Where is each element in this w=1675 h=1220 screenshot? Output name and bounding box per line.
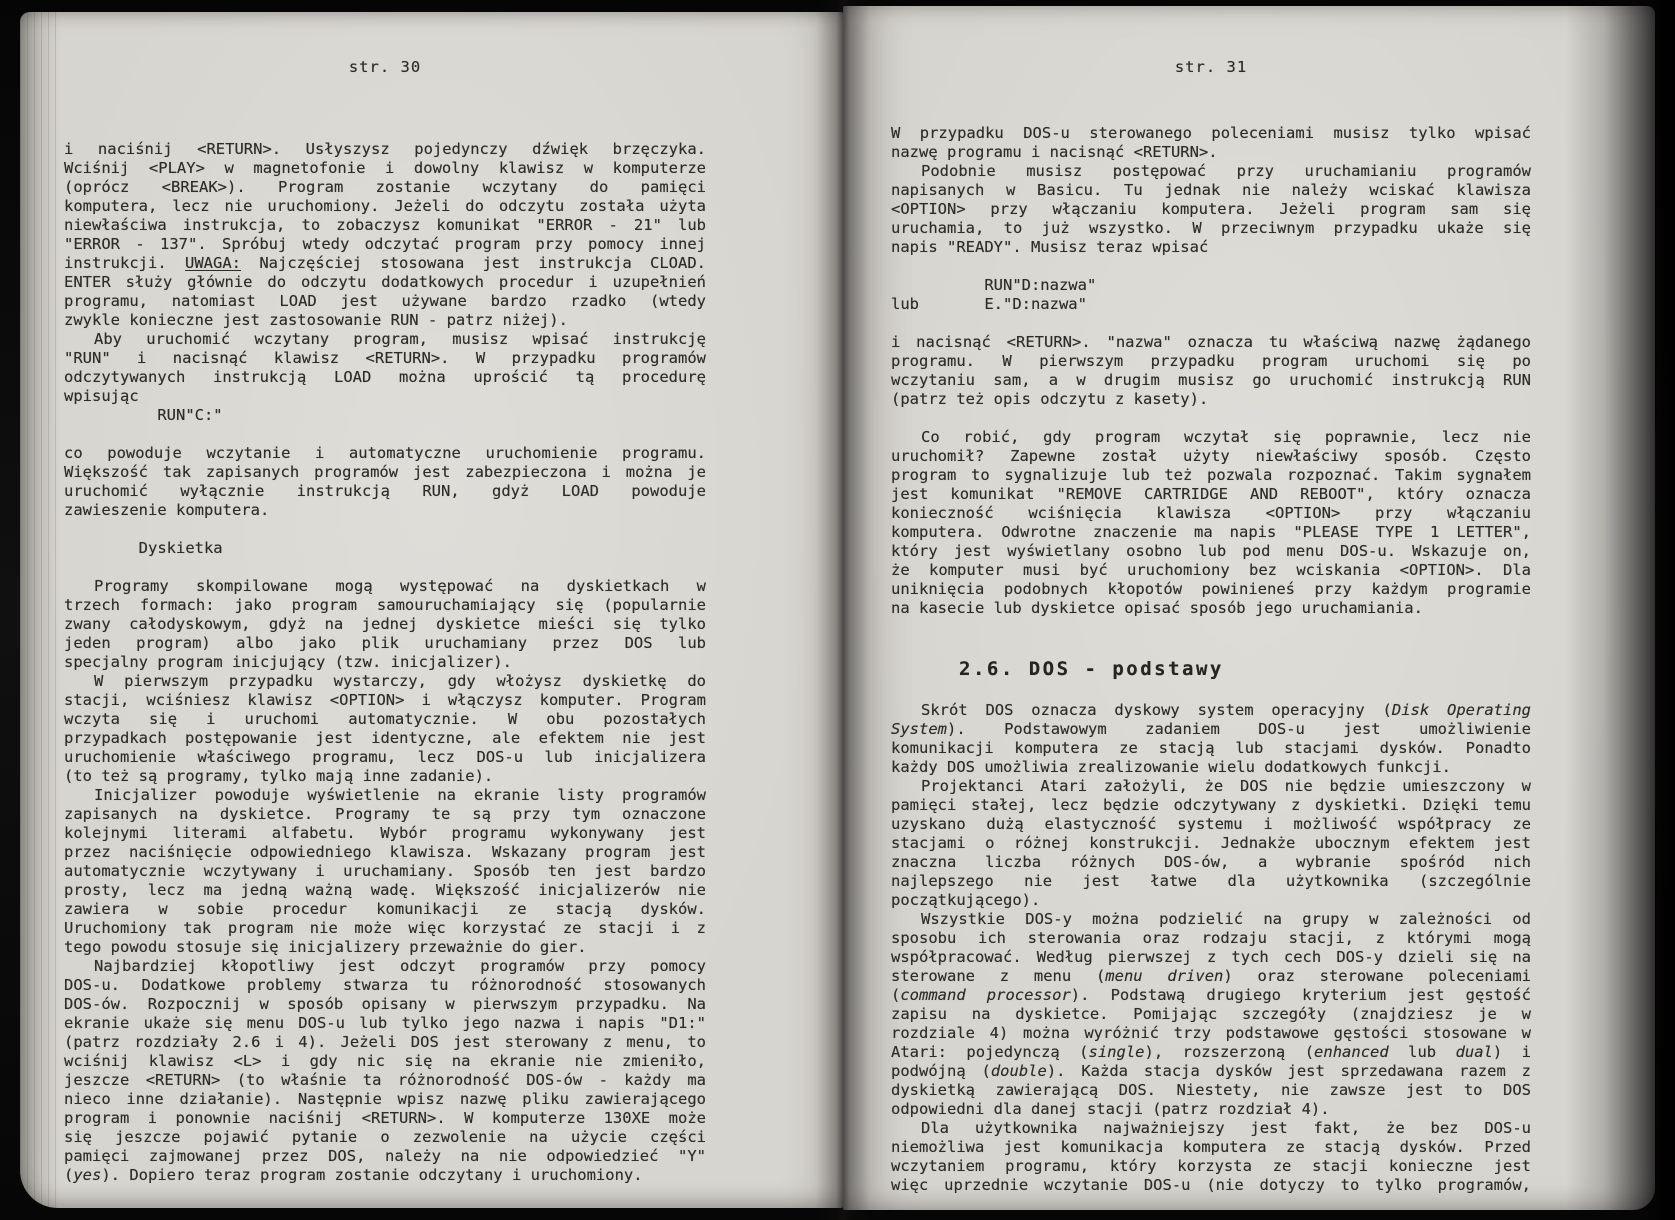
text-line: Inicjalizer powoduje wyświetlenie na ekranie listy programów [94, 786, 706, 804]
text-line: DOS-ów. Rozpocznij w sposób opisany w pierwszym przypadku. Na [64, 995, 706, 1013]
text-line: odpowiedni dla danej stacji (patrz rozdział 4). [891, 1100, 1330, 1118]
text-line: sterowane z menu (menu driven) oraz sterowane poleceniami [891, 967, 1531, 985]
text-line: przypadkach postępowanie jest identyczne, ale efektem nie jest [64, 729, 706, 747]
text-line: pamięci stałej, lecz będzie odczytywany z dyskietki. Dzięki temu [891, 796, 1531, 814]
text-line: zwany całodyskowym, gdyż na jednej dyskietce mieści się tylko [64, 615, 706, 633]
text-line: program to sygnalizuje lub też pozwala rozpoznać. Takim sygnałem [891, 466, 1531, 484]
text-line: napisanych w Basicu. Tu jednak nie należy wciskać klawisza [891, 181, 1531, 199]
text-line: wczyta się i uruchomi automatycznie. W obu pozostałych [64, 710, 706, 728]
page-number: str. 31 [1174, 58, 1248, 76]
text-line: więc uprzednie wczytanie DOS-u (nie dotyczy to tylko programów, [891, 1176, 1531, 1194]
text-line: Programy skompilowane mogą występować na dyskietkach w [94, 577, 706, 595]
text-line: zapisu na dyskietce. Pomijając szczegóły (znajdziesz je w [891, 1005, 1531, 1023]
text-line: program i ponownie naciśnij <RETURN>. W komputerze 130XE może [64, 1109, 706, 1127]
text-line: uniknięcia podobnych kłopotów powinieneś przy każdym programie [891, 580, 1531, 598]
text-line: wczytaniu sam, a w drugim musisz go uruchomić instrukcją RUN [891, 371, 1531, 389]
text-line: <OPTION> przy włączaniu komputera. Jeżeli program sam się [891, 200, 1531, 218]
text-line: Większość tak zapisanych programów jest zabezpieczona i można je [64, 463, 706, 481]
text-line: prosty, lecz ma jedną ważną wadę. Większość inicjalizerów nie [64, 881, 706, 899]
text-line: System). Podstawowym zadaniem DOS-u jest umożliwienie [891, 720, 1531, 738]
text-line: Najbardziej kłopotliwy jest odczyt programów przy pomocy [94, 957, 706, 975]
blank-line [891, 314, 1531, 333]
text-line: (to też są programy, tylko mają inne zadanie). [64, 767, 494, 785]
text-line: przez naciśnięcie odpowiedniego klawisza. Wskazany program jest [64, 843, 706, 861]
text-line: programu, natomiast LOAD jest używane bardzo rzadko (wtedy [64, 292, 706, 310]
page-stack-edge [20, 12, 60, 1208]
text-line: RUN"D:nazwa" [891, 276, 1097, 294]
text-line: Projektanci Atari założyli, że DOS nie będzie umieszczony w [921, 777, 1531, 795]
text-line: komunikacji komputera ze stacją lub stacjami dysków. Ponadto [891, 739, 1531, 757]
text-line: automatycznie wczytywany i uruchamiany. Sposób ten jest bardzo [64, 862, 706, 880]
text-line: na kasecie lub dyskietce opisać sposób jego uruchamiania. [891, 599, 1423, 617]
text-line: W pierwszym przypadku wystarczy, gdy włożysz dyskietkę do [94, 672, 706, 690]
blank-line [891, 409, 1531, 428]
text-line: uruchamia, to już wszystko. W przeciwnym przypadku ukaże się [891, 219, 1531, 237]
text-line: znaczna liczba różnych DOS-ów, a wybranie spośród nich [891, 853, 1531, 871]
text-line: Aby uruchomić wczytany program, musisz wpisać instrukcję [94, 330, 706, 348]
blank-line [64, 425, 706, 444]
text-line: niemożliwa jest komunikacja komputera ze stacją dysków. Przed [891, 1138, 1531, 1156]
text-line: dyskietką zawierającą DOS. Niestety, nie zawsze jest to DOS [891, 1081, 1531, 1099]
text-line: współpracować. Według pierwszej z tych cech DOS-y dzieli się na [891, 948, 1531, 966]
text-line: stacji, wciśniesz klawisz <OPTION> i włączysz komputer. Program [64, 691, 706, 709]
text-line: W przypadku DOS-u sterowanego poleceniami musisz tylko wpisać [891, 124, 1531, 142]
section-heading: 2.6. DOS - podstawy [959, 658, 1224, 680]
right-page [843, 6, 1655, 1210]
text-line: każdy DOS umożliwia zrealizowanie wielu dodatkowych funkcji. [891, 758, 1451, 776]
text-line: co powoduje wczytanie i automatyczne uruchomienie programu. [64, 444, 706, 462]
text-line: nazwę programu i nacisnąć <RETURN>. [891, 143, 1218, 161]
text-line: (oprócz <BREAK>). Program zostanie wczytany do pamięci [64, 178, 706, 196]
blank-line [891, 257, 1531, 276]
text-line: uzyskano dużą elastyczność systemu i możliwość współpracy ze [891, 815, 1531, 833]
text-line: zawiera w sobie procedur komunikacji ze stacją dysków. [64, 900, 706, 918]
text-line: ENTER służy głównie do odczytu dodatkowych procedur i uzupełnień [64, 273, 706, 291]
text-line: programu. W pierwszym przypadku program uruchomi się po [891, 352, 1531, 370]
text-line: RUN"C:" [64, 406, 223, 424]
text-line: napis "READY". Musisz teraz wpisać [891, 238, 1209, 256]
text-line: uruchomić wyłącznie instrukcją RUN, gdyż LOAD powoduje [64, 482, 706, 500]
text-line: Podobnie musisz postępować przy uruchamianiu programów [921, 162, 1531, 180]
text-line: tego powodu stosuje się inicjalizery przeważnie do gier. [64, 938, 587, 956]
text-line: zwykle konieczne jest zastosowanie RUN - patrz niżej). [64, 311, 568, 329]
text-line: jeszcze <RETURN> (to właśnie ta różnorodność DOS-ów - każdy ma [64, 1071, 706, 1089]
text-line: jest komunikat "REMOVE CARTRIDGE AND REBOOT", który oznacza [891, 485, 1531, 503]
page-number: str. 30 [348, 58, 422, 76]
text-line: zawieszenie komputera. [64, 501, 270, 519]
text-line: stacjami o różnej konstrukcji. Jednakże ubocznym efektem jest [891, 834, 1531, 852]
text-line: "RUN" i nacisnąć klawisz <RETURN>. W przypadku programów [64, 349, 706, 367]
text-line: Dla użytkownika najważniejszy jest fakt, że bez DOS-u [921, 1119, 1531, 1137]
text-line: pamięci zajmowanej przez DOS, należy na nie odpowiedzieć "Y" [64, 1147, 706, 1165]
text-line: komputera. Odwrotne znaczenie ma napis "PLEASE TYPE 1 LETTER", [891, 523, 1531, 541]
page-body [891, 124, 1531, 1195]
text-line: rozdziale 4) można wyróżnić trzy podstawowe gęstości stosowane w [891, 1024, 1531, 1042]
text-line: Atari: pojedynczą (single), rozszerzoną (enhanced lub dual) i [891, 1043, 1531, 1061]
text-line: specjalny program inicjujący (tzw. inicjalizer). [64, 653, 512, 671]
text-line: lub E."D:nazwa" [891, 295, 1087, 313]
text-line: najlepszego nie jest łatwe dla użytkownika (szczególnie [891, 872, 1531, 890]
text-line: Wciśnij <PLAY> w magnetofonie i dowolny klawisz w komputerze [64, 159, 706, 177]
text-line: wpisując [64, 387, 139, 405]
left-page [20, 12, 843, 1208]
blank-line [891, 682, 1531, 701]
blank-line [64, 520, 706, 539]
text-line: Skrót DOS oznacza dyskowy system operacyjny (Disk Operating [921, 701, 1531, 719]
text-line: jeden program) albo jako plik uruchamiany przez DOS lub [64, 634, 706, 652]
text-line: Co robić, gdy program wczytał się poprawnie, lecz nie [921, 428, 1531, 446]
text-line: Uruchomiony tak program nie może więc korzystać ze stacji i z [64, 919, 706, 937]
page-body [64, 140, 706, 1185]
text-line: (command processor). Podstawą drugiego kryterium jest gęstość [891, 986, 1531, 1004]
text-line: początkującego). [891, 891, 1041, 909]
text-line: odczytywanych instrukcją LOAD można uprościć tą procedurę [64, 368, 706, 386]
text-line: "ERROR - 137". Spróbuj wtedy odczytać program przy pomocy innej [64, 235, 706, 253]
text-line: (patrz rozdziały 2.6 i 4). Jeżeli DOS jest sterowany z menu, to [64, 1033, 706, 1051]
text-line: wciśnij klawisz <L> i gdy nic się na ekranie nie zmieniło, [64, 1052, 706, 1070]
text-line: że komputer musi być uruchomiony bez wciskania <OPTION>. Dla [891, 561, 1531, 579]
text-line: komputera, lecz nie uruchomiony. Jeżeli do odczytu została użyta [64, 197, 706, 215]
text-line: i naciśnij <RETURN>. Usłyszysz pojedynczy dźwięk brzęczyka. [64, 140, 706, 158]
text-line: ekranie ukaże się menu DOS-u lub tylko jego nazwa i napis "D1:" [64, 1014, 706, 1032]
text-line: konieczność wciśnięcia klawisza <OPTION> przy włączaniu [891, 504, 1531, 522]
text-line: trzech formach: jako program samouruchamiający się (popularnie [64, 596, 706, 614]
text-line: uruchomienie właściwego programu, lecz DOS-u lub inicjalizera [64, 748, 706, 766]
text-line: (yes). Dopiero teraz program zostanie odczytany i uruchomiony. [64, 1166, 643, 1184]
text-line: nieco inne działanie). Następnie wpisz nazwę pliku zawierającego [64, 1090, 706, 1108]
text-line: się jeszcze pojawić pytanie o zezwolenie na użycie części [64, 1128, 706, 1146]
section-heading: Dyskietka [64, 539, 223, 557]
blank-line [64, 558, 706, 577]
blank-line [891, 618, 1531, 637]
text-line: kolejnymi literami alfabetu. Wybór programu wykonywany jest [64, 824, 706, 842]
text-line: instrukcji. UWAGA: Najczęściej stosowana jest instrukcja CLOAD. [64, 254, 706, 272]
text-line: sposobu ich sterowania oraz rodzaju stacji, z którymi mogą [891, 929, 1531, 947]
text-line: który jest wyświetlany osobno lub pod menu DOS-u. Wskazuje on, [891, 542, 1531, 560]
text-line: DOS-u. Dodatkowe problemy stwarza tu różnorodność stosowanych [64, 976, 706, 994]
text-line: (patrz też opis odczytu z kasety). [891, 390, 1209, 408]
text-line: podwójną (double). Każda stacja dysków jest sprzedawana razem z [891, 1062, 1531, 1080]
text-line: niewłaściwa instrukcja, to zobaczysz komunikat "ERROR - 21" lub [64, 216, 706, 234]
text-line: Wszystkie DOS-y można podzielić na grupy w zależności od [921, 910, 1531, 928]
text-line: i nacisnąć <RETURN>. "nazwa" oznacza tu właściwą nazwę żądanego [891, 333, 1531, 351]
text-line: zapisanych na dyskietce. Programy te są przy tym oznaczone [64, 805, 706, 823]
blank-line [891, 637, 1531, 656]
text-line: wczytaniem programu, który korzysta ze stacji konieczne jest [891, 1157, 1531, 1175]
text-line: uruchomił? Zapewne został użyty niewłaściwy sposób. Często [891, 447, 1531, 465]
